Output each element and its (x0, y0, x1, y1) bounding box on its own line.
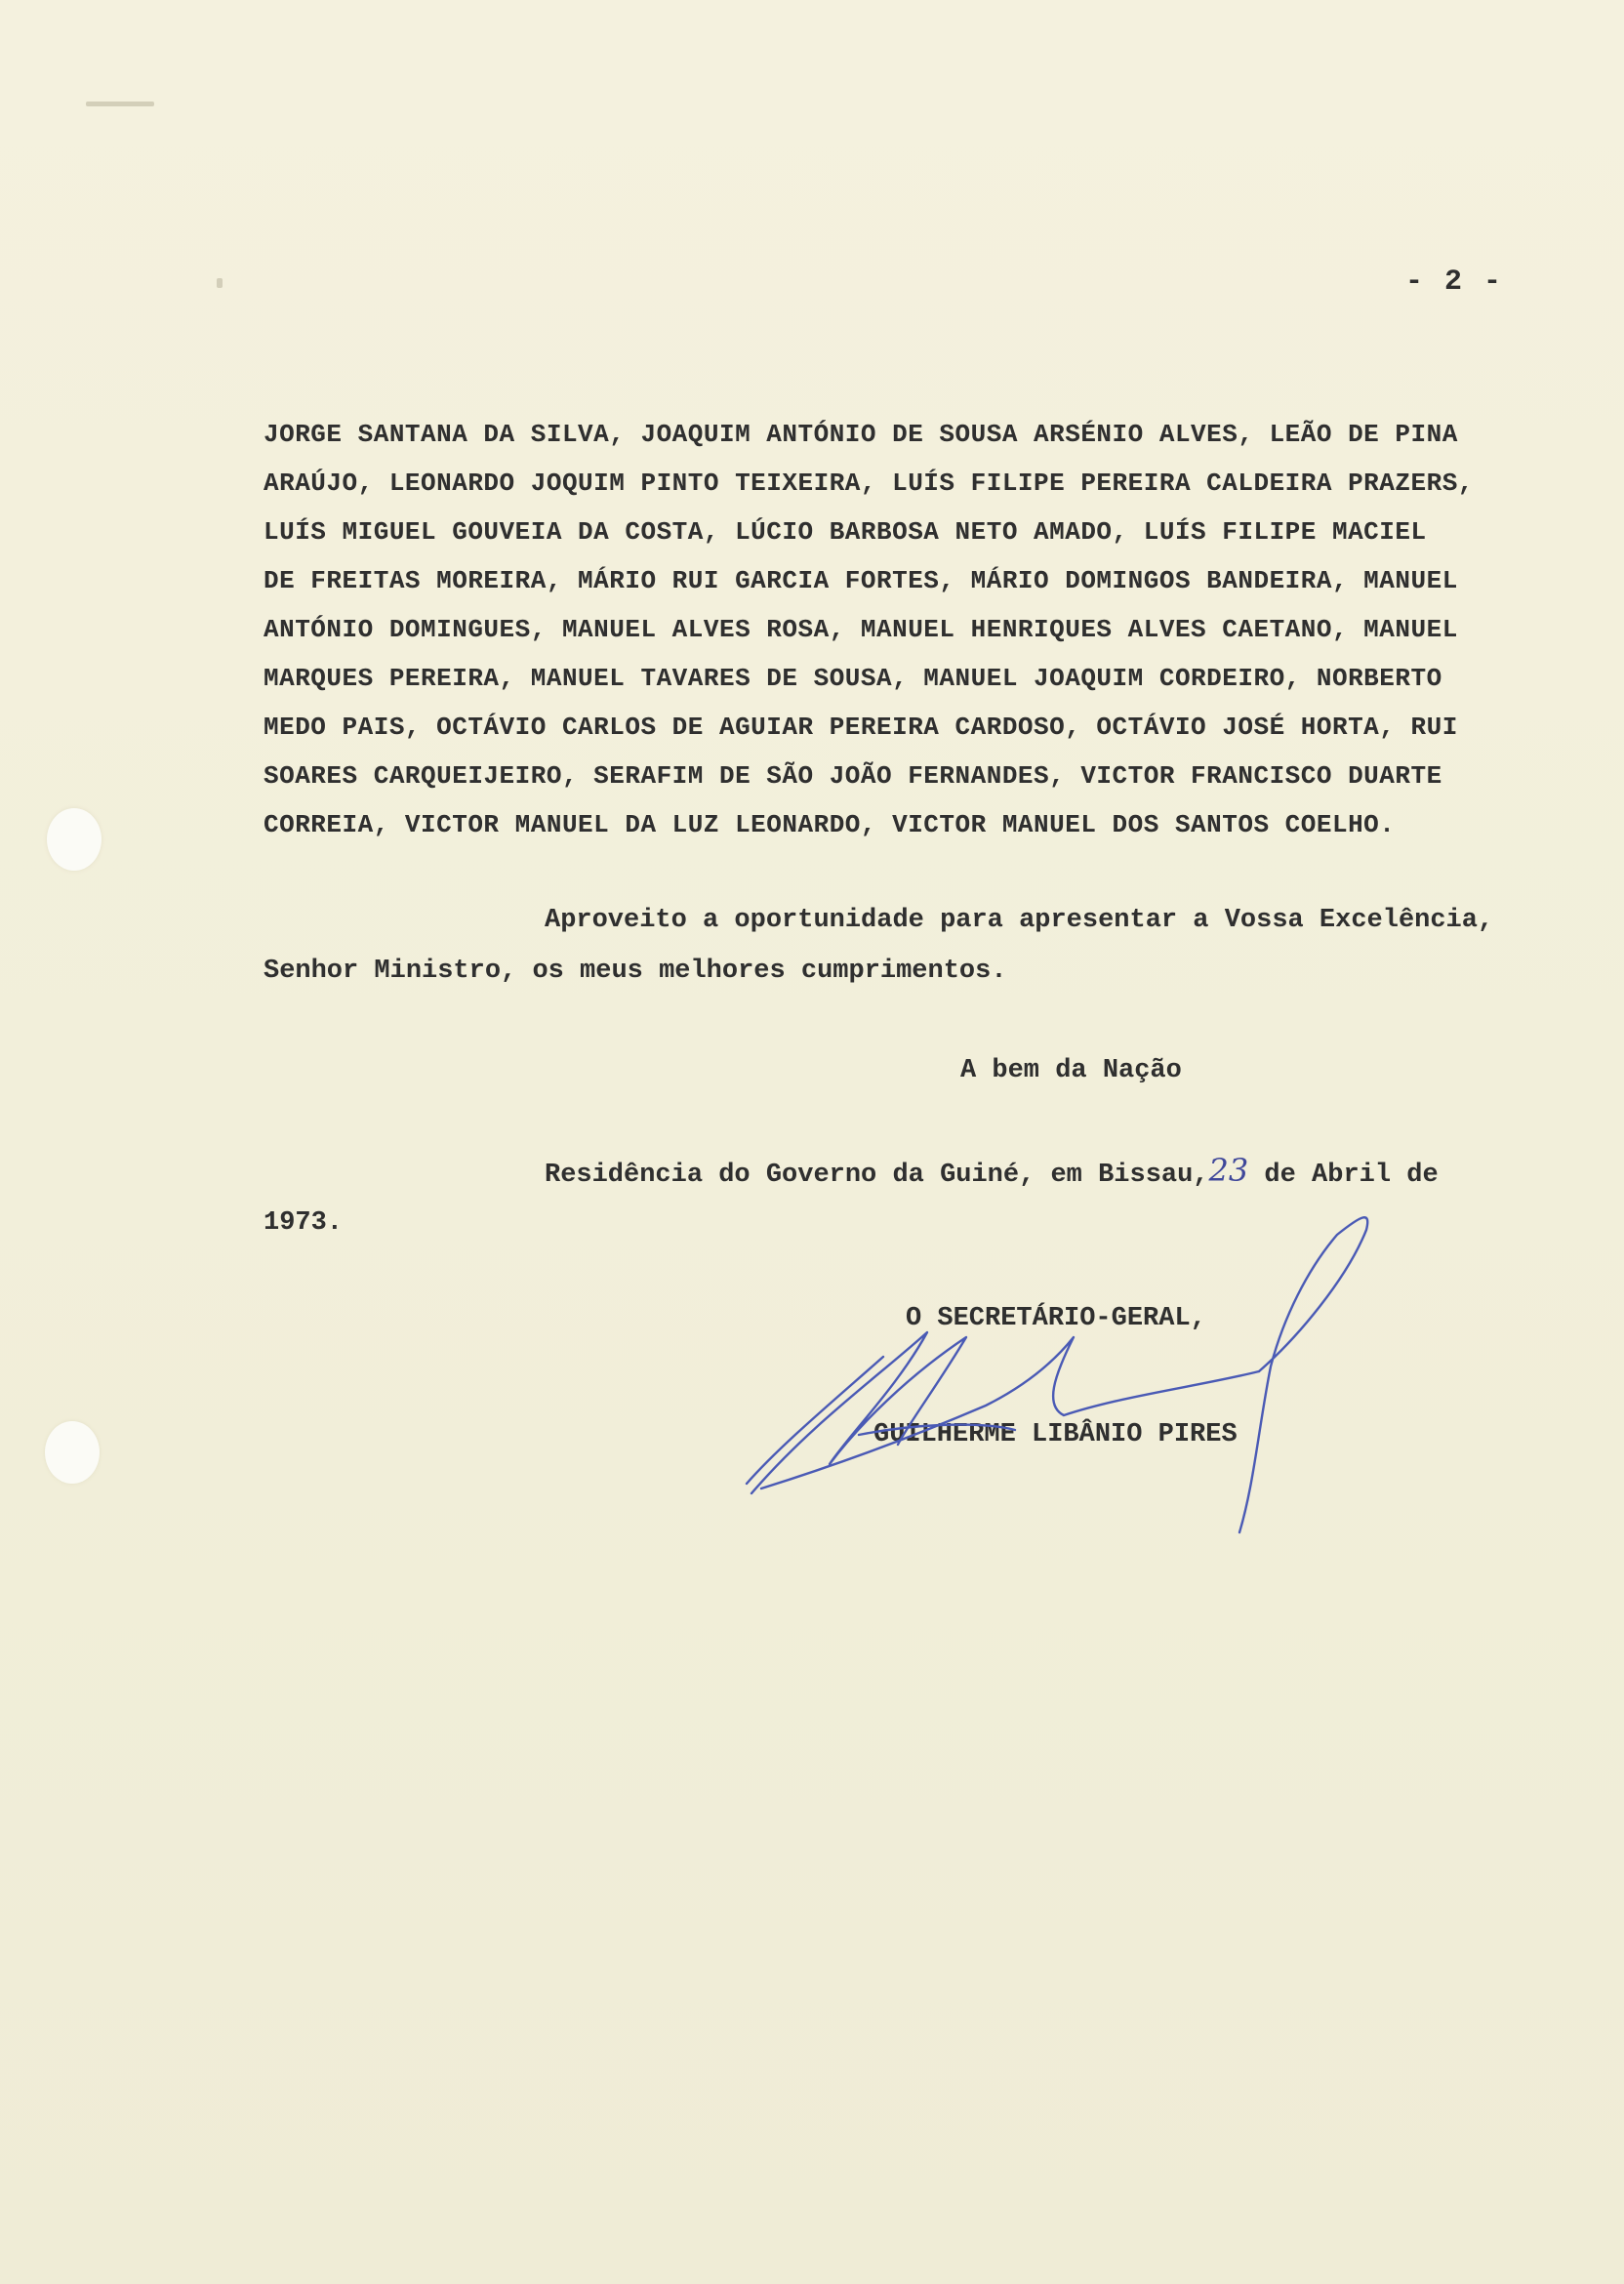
names-line (264, 556, 1593, 605)
names-line (264, 508, 1593, 556)
names-line (264, 703, 1593, 752)
names-paragraph (264, 410, 1593, 849)
names-line (264, 752, 1593, 800)
names-line (264, 654, 1593, 703)
handwritten-day: 23 (1208, 1152, 1249, 1189)
names-line (264, 410, 1593, 459)
names-line-text: MEDO PAIS, OCTÁVIO CARLOS DE AGUIAR PEREIRA CARDOSO, OCTÁVIO JOSÉ HORTA, RUI (264, 713, 1458, 742)
names-line-text: ANTÓNIO DOMINGUES, MANUEL ALVES ROSA, MANUEL HENRIQUES ALVES CAETANO, MANUEL (264, 615, 1458, 644)
place-suffix: de Abril de (1248, 1161, 1439, 1190)
place-date-line (545, 1152, 1439, 1190)
place-prefix: Residência do Governo da Guiné, em Bissau, (545, 1161, 1209, 1190)
closing-line-1: Aproveito a oportunidade para apresentar a Vossa Excelência, (545, 906, 1494, 935)
punch-hole-bottom (45, 1421, 100, 1484)
paper-stain (217, 278, 223, 288)
paper-stain (86, 102, 154, 106)
names-line-text: SOARES CARQUEIJEIRO, SERAFIM DE SÃO JOÃO FERNANDES, VICTOR FRANCISCO DUARTE (264, 761, 1442, 791)
names-line-text: LUÍS MIGUEL GOUVEIA DA COSTA, LÚCIO BARBOSA NETO AMADO, LUÍS FILIPE MACIEL (264, 517, 1427, 547)
punch-hole-top (47, 808, 102, 871)
names-line (264, 605, 1593, 654)
names-line-text: JORGE SANTANA DA SILVA, JOAQUIM ANTÓNIO DE SOUSA ARSÉNIO ALVES, LEÃO DE PINA (264, 420, 1458, 449)
page-number: - 2 - (1405, 265, 1504, 299)
names-line (264, 800, 1593, 849)
names-line-text: MARQUES PEREIRA, MANUEL TAVARES DE SOUSA, MANUEL JOAQUIM CORDEIRO, NORBERTO (264, 664, 1442, 693)
signatory-title: O SECRETÁRIO-GERAL, (906, 1304, 1206, 1333)
names-line-text: ARAÚJO, LEONARDO JOQUIM PINTO TEIXEIRA, LUÍS FILIPE PEREIRA CALDEIRA PRAZERS, (264, 469, 1474, 498)
salutation: A bem da Nação (960, 1056, 1182, 1085)
closing-line-2: Senhor Ministro, os meus melhores cumprimentos. (264, 957, 1007, 986)
names-line (264, 459, 1593, 508)
signatory-name: GUILHERME LIBÂNIO PIRES (873, 1420, 1238, 1449)
names-line-text: DE FREITAS MOREIRA, MÁRIO RUI GARCIA FORTES, MÁRIO DOMINGOS BANDEIRA, MANUEL (264, 566, 1458, 595)
year: 1973. (264, 1208, 344, 1238)
names-line-text: CORREIA, VICTOR MANUEL DA LUZ LEONARDO, VICTOR MANUEL DOS SANTOS COELHO. (264, 810, 1396, 839)
